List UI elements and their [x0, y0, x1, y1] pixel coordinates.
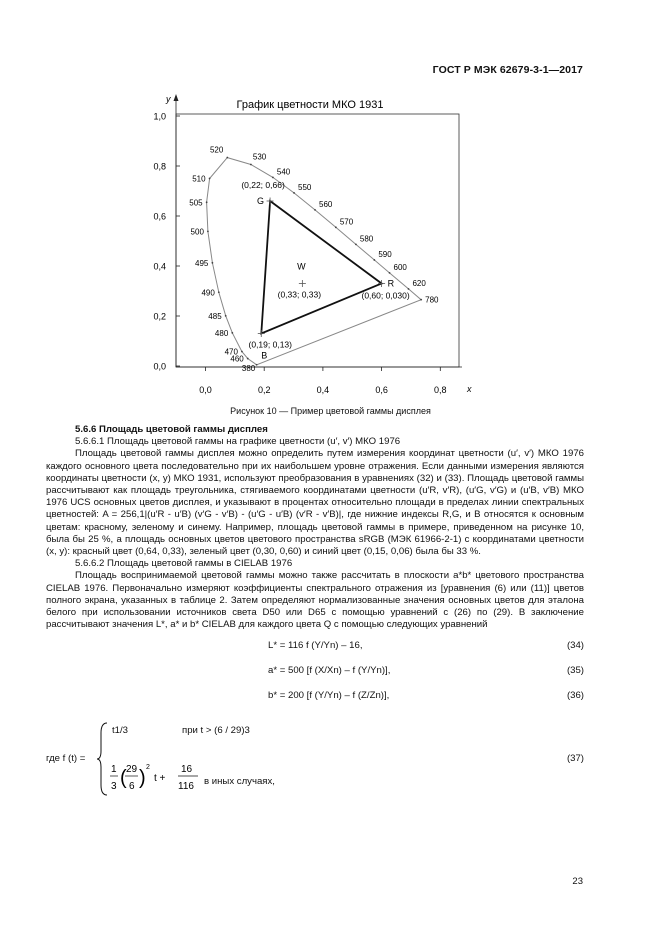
b-label: B	[261, 350, 268, 361]
x-tick-label: 0,4	[316, 385, 330, 395]
y-axis-label: y	[166, 94, 171, 104]
wavelength-point	[225, 315, 227, 317]
equation-text: L* = 116 f (Y/Yn) – 16,	[268, 640, 363, 652]
eq37-fraction-expression	[108, 759, 178, 799]
wavelength-point	[256, 364, 258, 366]
eq37-fraction-16-116	[176, 759, 202, 799]
wavelength-label: 495	[195, 258, 209, 268]
equation-35	[46, 663, 584, 688]
chart-title: График цветности МКО 1931	[236, 99, 384, 111]
wavelength-point	[247, 358, 249, 360]
w-coord: (0,33; 0,33)	[277, 289, 322, 300]
y-tick-label: 0,2	[153, 311, 166, 322]
wavelength-label: 550	[298, 182, 312, 192]
eq37-lead: где f (t) =	[46, 753, 86, 765]
svg-text:2: 2	[146, 764, 150, 772]
wavelength-label: 620	[412, 278, 426, 288]
wavelength-point	[293, 192, 295, 194]
equation-number: (36)	[566, 690, 584, 702]
equation-34	[46, 638, 584, 663]
sub2-heading: 5.6.6.2 Площадь цветовой гаммы в CIELAB 1976	[75, 558, 293, 570]
wavelength-label: 560	[319, 199, 333, 209]
x-tick-label: 0,2	[257, 385, 271, 395]
svg-text:1: 1	[111, 764, 117, 776]
sub1-heading: 5.6.6.1 Площадь цветовой гаммы на графике цветности (u′, v′) МКО 1976	[75, 436, 401, 448]
wavelength-point	[206, 201, 208, 203]
svg-text:3: 3	[111, 781, 117, 793]
equation-number: (35)	[566, 665, 584, 677]
equation-number: (34)	[566, 640, 584, 652]
wavelength-label: 460	[230, 354, 244, 364]
g-coord: (0,22; 0,66)	[241, 180, 285, 190]
wavelength-label: 510	[192, 174, 206, 184]
wavelength-point	[335, 226, 337, 228]
y-axis-arrow	[174, 94, 179, 101]
x-tick-label: 0,6	[375, 385, 388, 395]
svg-text:16: 16	[181, 764, 193, 776]
wavelength-point	[272, 177, 274, 179]
wavelength-labels	[189, 146, 439, 373]
eq37-case1-cond: при t > (6 / 29)3	[182, 725, 250, 737]
wavelength-point	[420, 299, 422, 301]
wavelength-label: 490	[201, 288, 215, 298]
eq37-number: (37)	[566, 753, 584, 765]
x-ticks	[199, 367, 446, 395]
y-tick-label: 0,8	[153, 161, 166, 172]
wavelength-point	[207, 231, 209, 233]
eq37-case2-tail: в иных случаях,	[204, 776, 275, 788]
svg-text:6: 6	[129, 781, 135, 793]
wavelength-label: 570	[339, 217, 354, 227]
svg-text:29: 29	[126, 764, 138, 776]
y-tick-label: 1,0	[153, 111, 166, 122]
svg-text:116: 116	[178, 781, 194, 793]
equation-text: b* = 200 [f (Y/Yn) – f (Z/Zn)],	[268, 690, 390, 702]
svg-text:t +: t +	[154, 773, 166, 785]
wavelength-label: 530	[252, 152, 267, 162]
wavelength-label: 590	[378, 249, 392, 259]
svg-text:(: (	[120, 767, 127, 790]
wavelength-label: 505	[189, 198, 203, 208]
r-coord: (0,60; 0,030)	[361, 290, 410, 301]
wavelength-label: 470	[224, 347, 238, 357]
section-body	[46, 424, 584, 799]
spectral-locus	[207, 158, 422, 365]
standard-header: ГОСТ Р МЭК 62679-3-1—2017	[432, 64, 583, 76]
x-tick-label: 0,8	[434, 385, 447, 395]
x-tick-label: 0,0	[199, 385, 212, 395]
wavelength-label: 780	[425, 295, 439, 305]
y-tick-label: 0,0	[153, 361, 166, 372]
wavelength-label: 600	[393, 262, 407, 272]
y-tick-label: 0,4	[153, 261, 166, 272]
wavelength-point	[209, 178, 211, 180]
y-tick-label: 0,6	[153, 211, 166, 222]
sub2-text: Площадь воспринимаемой цветовой гаммы можно также рассчитать в плоскости a*b* цветового пространства CIELAB 1976. Первоначально измеряют коэффициенты спектрального отражения из [уравнения (6) или (11)] цветов полного экрана, указанных в таблице 2. Затем определяют нормализованные значения основных цветов для эталона белого при использовании источников света D50 или D65 с помощью уравнений с (26) по (29). В заключение рассчитывают значения L*, a* и b* CIELAB для каждого цвета Q с помощью следующих уравнений	[46, 570, 584, 631]
wavelength-label: 480	[214, 328, 229, 338]
r-label: R	[387, 278, 395, 289]
wavelength-point	[314, 209, 316, 211]
wavelength-point	[250, 164, 252, 166]
sub1-text: Площадь цветовой гаммы дисплея можно определить путем измерения координат цветности (u′, v′) МКО 1976 каждого основного цвета последовательно при их наибольшем уровне отражения. Если данными измерения являются координаты цветности (x, y) МКО 1931, используют преобразования в уравнениях (32) и (33). Площадь цветовой гаммы рассчитывают как площадь треугольника, стягиваемого координатами цветности (u′R, v′R), (u′G, v′G) и (u′B, v′B) МКО 1976 UCS основных цветов дисплея, и указывают в процентах относительно площади в пределах линии спектральных цветностей: A = 256,1|(u′R - u′B) (v′G - v′B) - (u′G - u′B) (v′R - v′B)|, где нижние индексы R,G, и B относятся к основным цветам: красному, зеленому и синему. Например, площадь цветовой гаммы в примере, приведенном на рисунке 10, была бы 25 %, а площадь основных цветов цветового пространства sRGB (МЭК 61966-2-1) с координатами цветности (x, y): красный цвет (0,64, 0,33), зеленый цвет (0,30, 0,60) и синий цвет (0,15, 0,06) была бы 33 %.	[46, 448, 584, 558]
wavelength-point	[241, 351, 243, 353]
wavelength-label: 580	[359, 234, 374, 244]
wavelength-point	[218, 291, 220, 293]
equation-36	[46, 688, 584, 713]
wavelength-label: 540	[276, 167, 291, 177]
wavelength-point	[389, 272, 391, 274]
section-heading: 5.6.6 Площадь цветовой гаммы дисплея	[75, 424, 268, 435]
wavelength-point	[211, 262, 213, 264]
page-number: 23	[572, 876, 583, 887]
cie-chromaticity-chart	[0, 0, 661, 400]
wavelength-label: 485	[208, 311, 222, 321]
g-label: G	[257, 196, 265, 206]
wavelength-point	[373, 259, 375, 261]
wavelength-label: 500	[190, 227, 204, 237]
gamut-triangle	[261, 201, 381, 334]
x-axis-label: x	[467, 384, 472, 394]
wavelength-point	[355, 243, 357, 245]
wavelength-point	[226, 157, 228, 159]
svg-text:): )	[139, 767, 146, 790]
w-label: W	[297, 261, 306, 272]
wavelength-label: 520	[209, 145, 224, 155]
equation-37	[46, 721, 584, 799]
equation-text: a* = 500 [f (X/Xn) – f (Y/Yn)],	[268, 665, 391, 677]
wavelength-label: 380	[241, 363, 256, 373]
wavelength-point	[231, 332, 233, 334]
b-coord: (0,19; 0,13)	[248, 339, 293, 350]
eq37-case1-expr: t1/3	[112, 725, 129, 737]
figure-caption: Рисунок 10 — Пример цветовой гаммы дисплея	[230, 406, 431, 416]
